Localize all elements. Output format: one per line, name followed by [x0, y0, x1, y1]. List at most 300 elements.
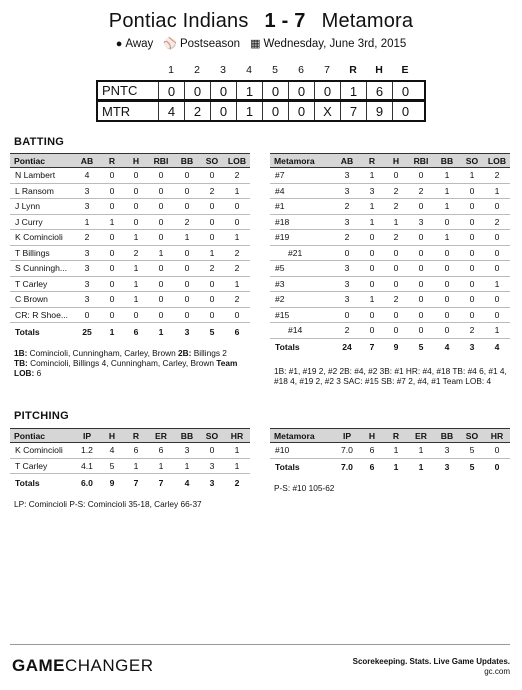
- stat-cell: 4: [100, 443, 124, 459]
- stat-cell: 0: [174, 245, 200, 261]
- stat-cell: 0: [200, 443, 224, 459]
- stat-cell: 2: [224, 168, 250, 184]
- player-name: #7: [270, 168, 334, 184]
- stat-cell: 0: [408, 230, 434, 246]
- linescore-col-r: R: [349, 64, 357, 76]
- stat-cell: 3: [334, 261, 360, 277]
- stat-cell: 0: [408, 292, 434, 308]
- stat-cell: 0: [384, 323, 408, 339]
- stat-cell: 0: [460, 307, 484, 323]
- stat-cell: 0: [200, 276, 224, 292]
- table-row: [270, 292, 510, 308]
- totals-cell: 3: [184, 326, 190, 337]
- note-label: Team LOB:: [14, 358, 238, 378]
- stat-cell: 3: [408, 214, 434, 230]
- stat-cell: 0: [224, 214, 250, 230]
- footer-site: gc.com: [484, 667, 510, 676]
- stat-cell: 0: [434, 307, 460, 323]
- table-header-row: [10, 429, 250, 443]
- linescore-row-mtr: [96, 101, 426, 122]
- linescore-col-h: H: [375, 64, 383, 76]
- stat-cell: 3: [334, 183, 360, 199]
- stat-cell: 0: [460, 199, 484, 215]
- totals-cell: 7: [158, 477, 164, 488]
- totals-cell: 4: [184, 477, 190, 488]
- totals-label: Totals: [15, 477, 40, 488]
- stat-cell: 0: [360, 230, 384, 246]
- stat-cell: 0: [174, 199, 200, 215]
- stat-cell: 0: [334, 307, 360, 323]
- stat-cell: 0: [460, 245, 484, 261]
- stat-cell: 0: [384, 245, 408, 261]
- table-row: [10, 443, 250, 459]
- stat-cell: 0: [148, 230, 174, 246]
- stat-cell: 0: [360, 323, 384, 339]
- stat-cell: 0: [148, 214, 174, 230]
- stat-cell: 0: [200, 199, 224, 215]
- column-header: Pontiac: [10, 429, 74, 443]
- linescore-cell: 0: [392, 102, 418, 120]
- stat-cell: 0: [484, 443, 510, 459]
- table-row: [10, 261, 250, 277]
- column-header: HR: [224, 429, 250, 443]
- linescore-cell: 0: [262, 102, 288, 120]
- stat-cell: 1: [174, 230, 200, 246]
- stat-cell: 1: [124, 230, 148, 246]
- totals-cell: 3: [444, 462, 450, 473]
- stat-cell: 0: [174, 276, 200, 292]
- stat-cell: 3: [74, 276, 100, 292]
- player-name: K Comincioli: [10, 230, 74, 246]
- batting-table-metamora: [270, 153, 510, 356]
- totals-cell: 4: [444, 342, 450, 353]
- linescore-cell: 0: [288, 102, 314, 120]
- table-header-row: [270, 429, 510, 443]
- stat-cell: 3: [334, 276, 360, 292]
- table-header-row: [10, 154, 250, 168]
- stat-cell: 1: [384, 443, 408, 459]
- stat-cell: 1: [408, 443, 434, 459]
- stat-cell: 1: [124, 458, 148, 474]
- table-row: [270, 443, 510, 459]
- stat-cell: 4: [74, 168, 100, 184]
- table-row: [10, 307, 250, 323]
- stat-cell: 1: [434, 199, 460, 215]
- stat-cell: 2: [200, 261, 224, 277]
- stat-cell: 0: [460, 261, 484, 277]
- stat-cell: 0: [200, 230, 224, 246]
- stat-cell: 1: [100, 214, 124, 230]
- note-text: Billings 2: [191, 348, 227, 358]
- note-label: 1B:: [14, 348, 28, 358]
- column-header: HR: [484, 429, 510, 443]
- stat-cell: 6: [148, 443, 174, 459]
- player-name: J Curry: [10, 214, 74, 230]
- totals-row: [10, 323, 250, 341]
- footer-divider: [10, 644, 510, 645]
- stat-cell: 0: [100, 261, 124, 277]
- table-row: [270, 183, 510, 199]
- table-row: [10, 214, 250, 230]
- batting-section-title: BATTING: [14, 136, 65, 148]
- column-header: Metamora: [270, 154, 334, 168]
- linescore-cell: 0: [158, 82, 184, 99]
- stat-cell: 1: [460, 168, 484, 184]
- totals-cell: 1: [109, 326, 115, 337]
- player-name: #3: [270, 276, 334, 292]
- linescore-cell: 2: [184, 102, 210, 120]
- stat-cell: 0: [484, 199, 510, 215]
- stat-cell: 0: [174, 261, 200, 277]
- stat-cell: 0: [200, 292, 224, 308]
- linescore-col-6: 6: [298, 64, 304, 76]
- stat-cell: 6: [124, 443, 148, 459]
- stat-cell: 0: [100, 183, 124, 199]
- stat-cell: 0: [124, 183, 148, 199]
- stat-cell: 0: [124, 214, 148, 230]
- stat-cell: 0: [484, 307, 510, 323]
- linescore-row-pntc: [96, 80, 426, 101]
- stat-cell: 1: [224, 276, 250, 292]
- stat-cell: 2: [460, 323, 484, 339]
- column-header: R: [124, 429, 148, 443]
- linescore-cell: 7: [340, 102, 366, 120]
- totals-label: Totals: [15, 326, 40, 337]
- table-row: [270, 276, 510, 292]
- linescore-header-spacer: [96, 64, 158, 78]
- stat-cell: 1: [224, 230, 250, 246]
- stat-cell: 0: [174, 307, 200, 323]
- stat-cell: 0: [434, 214, 460, 230]
- totals-cell: 4: [494, 342, 500, 353]
- linescore-team: PNTC: [102, 83, 138, 98]
- stat-cell: 3: [74, 245, 100, 261]
- linescore-header: [96, 64, 426, 78]
- player-name: #1: [270, 199, 334, 215]
- stat-cell: 1: [224, 183, 250, 199]
- stat-cell: 1: [360, 199, 384, 215]
- game-info: [0, 37, 522, 50]
- stat-cell: 0: [408, 199, 434, 215]
- linescore-cell: 1: [340, 82, 366, 99]
- stat-cell: 1: [174, 458, 200, 474]
- linescore-cell: 4: [158, 102, 184, 120]
- stat-cell: 0: [484, 230, 510, 246]
- linescore-cell: 0: [184, 82, 210, 99]
- stat-cell: 0: [148, 307, 174, 323]
- column-header: Metamora: [270, 429, 334, 443]
- stat-cell: 0: [124, 168, 148, 184]
- stat-cell: 3: [74, 199, 100, 215]
- player-name: S Cunningh...: [10, 261, 74, 277]
- column-header: SO: [460, 154, 484, 168]
- totals-cell: 1: [393, 462, 399, 473]
- totals-cell: 5: [209, 326, 215, 337]
- table-row: [270, 261, 510, 277]
- stat-cell: 0: [200, 168, 224, 184]
- player-name: C Brown: [10, 292, 74, 308]
- column-header: H: [100, 429, 124, 443]
- player-name: #4: [270, 183, 334, 199]
- column-header: H: [384, 154, 408, 168]
- totals-row: [10, 474, 250, 492]
- column-header: SO: [460, 429, 484, 443]
- totals-cell: 6: [369, 462, 375, 473]
- column-header: LOB: [484, 154, 510, 168]
- map-pin-icon: ●: [115, 37, 123, 50]
- gamechanger-logo: GAMECHANGER: [12, 656, 154, 675]
- table-header-row: [270, 154, 510, 168]
- column-header: H: [360, 429, 384, 443]
- stat-cell: 1.2: [74, 443, 100, 459]
- stat-cell: 0: [460, 276, 484, 292]
- footer-tagline: Scorekeeping. Stats. Live Game Updates. gc.com: [352, 657, 510, 676]
- stat-cell: 1: [384, 214, 408, 230]
- stat-cell: 2: [124, 245, 148, 261]
- column-header: R: [360, 154, 384, 168]
- table-row: [10, 230, 250, 246]
- player-name: CR: R Shoe...: [10, 307, 74, 323]
- linescore-cell: 1: [236, 82, 262, 99]
- player-name: N Lambert: [10, 168, 74, 184]
- linescore-col-1: 1: [168, 64, 174, 76]
- player-name: #5: [270, 261, 334, 277]
- stat-cell: 3: [434, 443, 460, 459]
- linescore-cell: X: [314, 102, 340, 120]
- stat-cell: 2: [224, 245, 250, 261]
- player-name: #15: [270, 307, 334, 323]
- linescore-col-3: 3: [220, 64, 226, 76]
- totals-row: [270, 458, 510, 476]
- pitching-notes-pontiac: LP: Comincioli P-S: Comincioli 35-18, Carley 66-37: [14, 499, 202, 509]
- column-header: BB: [174, 154, 200, 168]
- column-header: R: [100, 154, 124, 168]
- table-row: [270, 307, 510, 323]
- stat-cell: 2: [384, 199, 408, 215]
- player-name: #18: [270, 214, 334, 230]
- stat-cell: 0: [100, 168, 124, 184]
- stat-cell: 0: [200, 214, 224, 230]
- player-name: #10: [270, 443, 334, 459]
- column-header: LOB: [224, 154, 250, 168]
- linescore-cell: 6: [366, 82, 392, 99]
- linescore-col-2: 2: [194, 64, 200, 76]
- batting-notes-pontiac: [14, 348, 254, 378]
- totals-cell: 1: [158, 326, 164, 337]
- calendar-icon: ▦: [250, 38, 261, 50]
- stat-cell: 0: [148, 168, 174, 184]
- stat-cell: 0: [148, 183, 174, 199]
- stat-cell: 0: [174, 292, 200, 308]
- date-info: ▦ Wednesday, June 3rd, 2015: [250, 38, 407, 50]
- stat-cell: 0: [384, 307, 408, 323]
- stat-cell: 3: [334, 168, 360, 184]
- stat-cell: 2: [200, 183, 224, 199]
- note-text: 6: [34, 368, 42, 378]
- stat-cell: 3: [74, 292, 100, 308]
- linescore-cell: 0: [314, 82, 340, 99]
- stat-cell: 1: [360, 168, 384, 184]
- totals-cell: 9: [109, 477, 115, 488]
- stat-cell: 0: [408, 168, 434, 184]
- totals-cell: 9: [393, 342, 399, 353]
- stat-cell: 6: [360, 443, 384, 459]
- note-label: 2B:: [178, 348, 192, 358]
- column-header: IP: [334, 429, 360, 443]
- stat-cell: 2: [484, 214, 510, 230]
- linescore: [96, 64, 426, 122]
- stat-cell: 1: [434, 183, 460, 199]
- linescore-col-e: E: [401, 64, 409, 76]
- player-name: T Billings: [10, 245, 74, 261]
- stat-cell: 0: [124, 199, 148, 215]
- game-type-info: ⚾ Postseason: [163, 38, 241, 50]
- pitching-table-pontiac: [10, 428, 250, 492]
- stat-cell: 0: [434, 261, 460, 277]
- table-row: [270, 245, 510, 261]
- stat-cell: 0: [434, 245, 460, 261]
- table-row: [10, 458, 250, 474]
- totals-cell: 7: [133, 477, 139, 488]
- totals-cell: 2: [234, 477, 240, 488]
- table-row: [10, 183, 250, 199]
- totals-row: [270, 338, 510, 356]
- stat-cell: 3: [200, 458, 224, 474]
- totals-cell: 3: [209, 477, 215, 488]
- totals-cell: 6: [234, 326, 240, 337]
- totals-cell: 3: [469, 342, 475, 353]
- player-name: #19: [270, 230, 334, 246]
- stat-cell: 0: [484, 245, 510, 261]
- totals-cell: 5: [469, 462, 475, 473]
- linescore-col-4: 4: [246, 64, 252, 76]
- column-header: ER: [148, 429, 174, 443]
- stat-cell: 1: [484, 183, 510, 199]
- linescore-cell: 0: [288, 82, 314, 99]
- away-team-name: Metamora: [321, 10, 414, 32]
- stat-cell: 1: [74, 214, 100, 230]
- stat-cell: 0: [460, 292, 484, 308]
- game-header: [0, 10, 522, 50]
- stat-cell: 0: [334, 245, 360, 261]
- totals-cell: 0: [494, 462, 500, 473]
- column-header: IP: [74, 429, 100, 443]
- stat-cell: 0: [148, 276, 174, 292]
- baseball-icon: ⚾: [163, 38, 177, 50]
- stat-cell: 0: [100, 230, 124, 246]
- stat-cell: 0: [224, 199, 250, 215]
- stat-cell: 5: [100, 458, 124, 474]
- stat-cell: 0: [148, 292, 174, 308]
- stat-cell: 2: [408, 183, 434, 199]
- table-row: [270, 168, 510, 184]
- stat-cell: 0: [434, 276, 460, 292]
- stat-cell: 0: [384, 261, 408, 277]
- game-title: [0, 10, 522, 33]
- totals-label: Totals: [275, 462, 300, 473]
- stat-cell: 1: [124, 276, 148, 292]
- stat-cell: 0: [434, 292, 460, 308]
- column-header: BB: [434, 154, 460, 168]
- player-name: T Carley: [10, 458, 74, 474]
- stat-cell: 0: [200, 307, 224, 323]
- stat-cell: 1: [434, 230, 460, 246]
- stat-cell: 1: [224, 458, 250, 474]
- table-row: [10, 276, 250, 292]
- stat-cell: 5: [460, 443, 484, 459]
- note-label: TB:: [14, 358, 28, 368]
- stat-cell: 1: [484, 276, 510, 292]
- player-name: T Carley: [10, 276, 74, 292]
- table-row: [10, 168, 250, 184]
- player-name: L Ransom: [10, 183, 74, 199]
- totals-cell: 6: [133, 326, 139, 337]
- stat-cell: 1: [124, 261, 148, 277]
- location-info: ● Away: [115, 37, 154, 50]
- stat-cell: 3: [174, 443, 200, 459]
- stat-cell: 0: [148, 261, 174, 277]
- note-text: Comincioli, Billings 4, Cunningham, Carley, Brown: [27, 358, 214, 368]
- stat-cell: 0: [460, 183, 484, 199]
- stat-cell: 0: [174, 183, 200, 199]
- table-row: [10, 199, 250, 215]
- stat-cell: 1: [124, 292, 148, 308]
- stat-cell: 2: [384, 292, 408, 308]
- stat-cell: 0: [100, 245, 124, 261]
- column-header: RBI: [408, 154, 434, 168]
- stat-cell: 1: [224, 443, 250, 459]
- column-header: AB: [74, 154, 100, 168]
- totals-cell: 7.0: [341, 462, 353, 473]
- stat-cell: 3: [334, 292, 360, 308]
- column-header: AB: [334, 154, 360, 168]
- stat-cell: 0: [100, 307, 124, 323]
- totals-cell: 24: [342, 342, 352, 353]
- stat-cell: 2: [384, 183, 408, 199]
- pitching-notes-metamora: P-S: #10 105-62: [274, 483, 335, 493]
- stat-cell: 2: [484, 168, 510, 184]
- batting-table-pontiac: [10, 153, 250, 341]
- totals-cell: 7: [369, 342, 375, 353]
- stat-cell: 2: [384, 230, 408, 246]
- linescore-cell: 0: [262, 82, 288, 99]
- stat-cell: 3: [74, 183, 100, 199]
- stat-cell: 0: [174, 168, 200, 184]
- stat-cell: 3: [334, 214, 360, 230]
- stat-cell: 0: [224, 307, 250, 323]
- stat-cell: 4.1: [74, 458, 100, 474]
- stat-cell: 2: [334, 323, 360, 339]
- player-name: J Lynn: [10, 199, 74, 215]
- stat-cell: 0: [100, 292, 124, 308]
- column-header: SO: [200, 429, 224, 443]
- table-row: [270, 199, 510, 215]
- pitching-section-title: PITCHING: [14, 410, 69, 422]
- linescore-cell: 0: [210, 102, 236, 120]
- stat-cell: 0: [408, 323, 434, 339]
- totals-cell: 25: [82, 326, 92, 337]
- stat-cell: 1: [200, 245, 224, 261]
- stat-cell: 0: [408, 276, 434, 292]
- linescore-team: MTR: [102, 103, 131, 119]
- batting-notes-metamora: 1B: #1, #19 2, #2 2B: #4, #2 3B: #1 HR: #4, #18 TB: #4 6, #1 4, #18 4, #19 2, #2 3 SAC: #15 SB: #7 2, #4, #1 Team LOB: 4: [274, 366, 507, 386]
- stat-cell: 0: [434, 323, 460, 339]
- stat-cell: 0: [360, 276, 384, 292]
- stat-cell: 0: [100, 276, 124, 292]
- stat-cell: 0: [408, 245, 434, 261]
- column-header: BB: [434, 429, 460, 443]
- table-row: [270, 323, 510, 339]
